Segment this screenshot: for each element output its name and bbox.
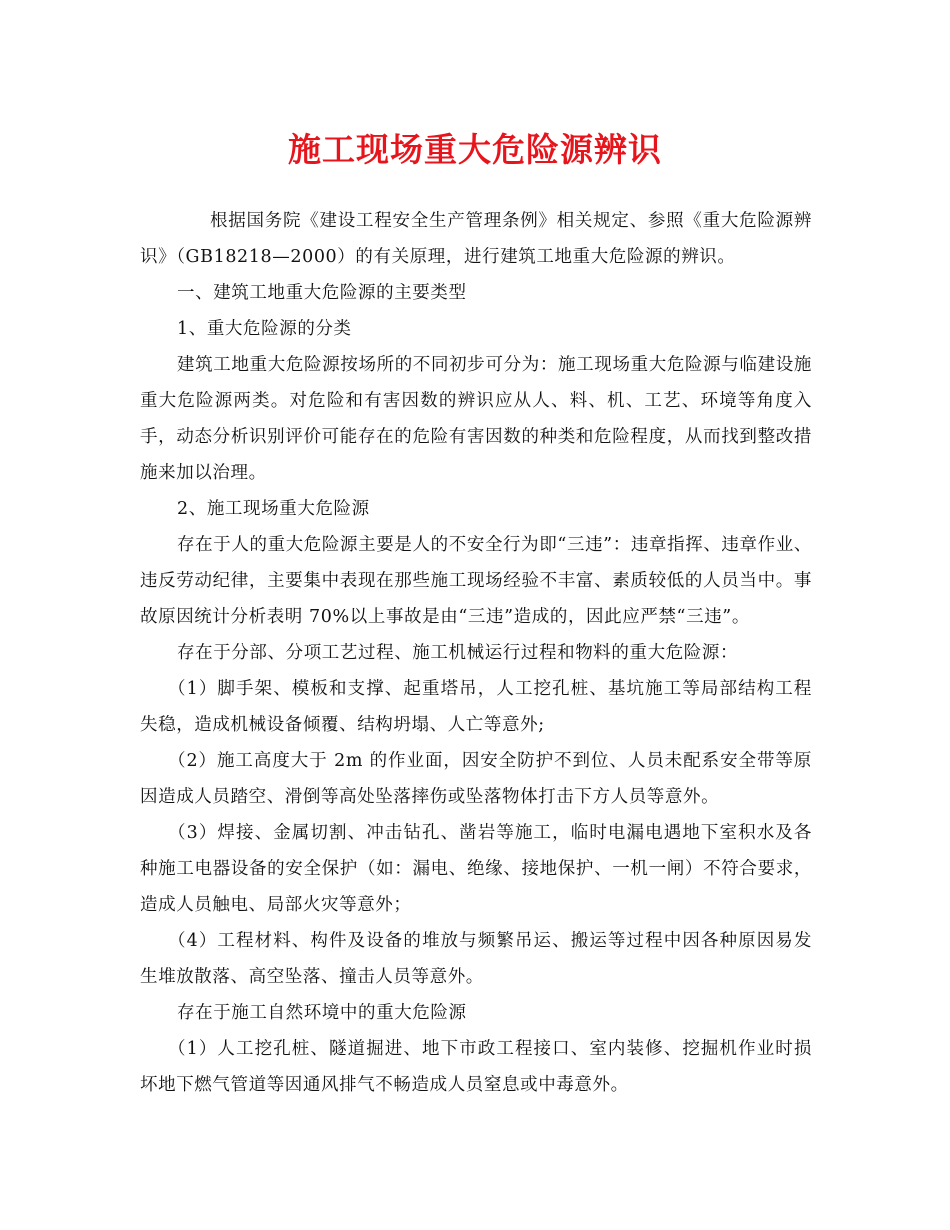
- paragraph-environment-hazards: 存在于施工自然环境中的重大危险源: [177, 1003, 467, 1023]
- subsection-heading-1: 1、重大危险源的分类: [177, 319, 352, 339]
- paragraph-classification: 建筑工地重大危险源按场所的不同初步可分为：施工现场重大危险源与临建设施重大危险源两类。对危险和有害因数的辨识应从人、料、机、工艺、环境等角度入手，动态分析识别评价可能存在的危险有害因数的种类和危险程度，从而找到整改措施来加以治理。: [140, 355, 812, 483]
- list-item-4: （4）工程材料、构件及设备的堆放与频繁吊运、搬运等过程中因各种原因易发生堆放散落、高空坠落、撞击人员等意外。: [140, 931, 812, 987]
- document-title: 施工现场重大危险源辨识: [288, 130, 662, 169]
- list-item-env-1: （1）人工挖孔桩、隧道掘进、地下市政工程接口、室内装修、挖掘机作业时损坏地下燃气管道等因通风排气不畅造成人员窒息或中毒意外。: [140, 1039, 812, 1095]
- list-item-3: （3）焊接、金属切割、冲击钻孔、凿岩等施工，临时电漏电遇地下室积水及各种施工电器设备的安全保护（如：漏电、绝缘、接地保护、一机一闸）不符合要求，造成人员触电、局部火灾等意外；: [140, 823, 812, 915]
- document-body: [140, 203, 812, 1103]
- section-heading-1: 一、建筑工地重大危险源的主要类型: [177, 283, 467, 303]
- paragraph-process-hazards: 存在于分部、分项工艺过程、施工机械运行过程和物料的重大危险源：: [177, 643, 739, 663]
- list-item-2: （2）施工高度大于 2m 的作业面，因安全防护不到位、人员未配系安全带等原因造成人员踏空、滑倒等高处坠落摔伤或坠落物体打击下方人员等意外。: [140, 751, 812, 807]
- list-item-1: （1）脚手架、模板和支撑、起重塔吊，人工挖孔桩、基坑施工等局部结构工程失稳，造成机械设备倾覆、结构坍塌、人亡等意外;: [140, 679, 812, 735]
- paragraph-intro: 根据国务院《建设工程安全生产管理条例》相关规定、参照《重大危险源辨识》（GB18218—2000）的有关原理，进行建筑工地重大危险源的辨识。: [140, 211, 812, 267]
- subsection-heading-2: 2、施工现场重大危险源: [177, 499, 370, 519]
- paragraph-human-hazards: 存在于人的重大危险源主要是人的不安全行为即“三违”：违章指挥、违章作业、违反劳动纪律，主要集中表现在那些施工现场经验不丰富、素质较低的人员当中。事故原因统计分析表明 70%以上事故是由“三违”造成的，因此应严禁“三违”。: [140, 535, 812, 627]
